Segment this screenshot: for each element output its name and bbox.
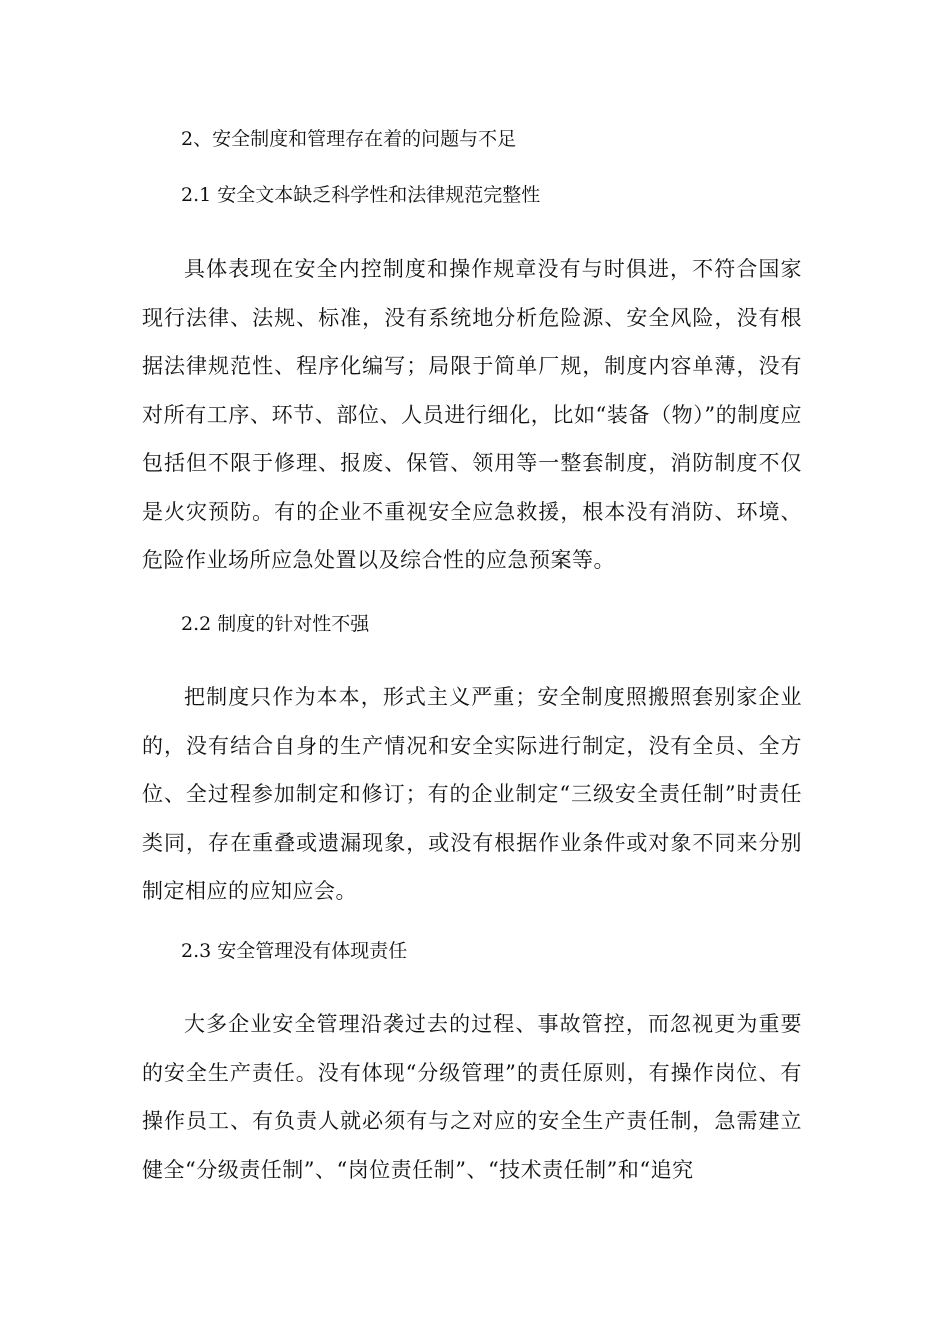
paragraph-2-3: 大多企业安全管理沿袭过去的过程、事故管控，而忽视更为重要的安全生产责任。没有体现“分级管理”的责任原则，有操作岗位、有操作员工、有负责人就必须有与之对应的安全生产责任制，急需建立健全“分级责任制”、“岗位责任制”、“技术责任制”和“追究 [142, 1012, 802, 1182]
subsection-heading-2-3: 2.3 安全管理没有体现责任 [181, 940, 408, 962]
paragraph-2-2: 把制度只作为本本，形式主义严重；安全制度照搬照套别家企业的，没有结合自身的生产情况和安全实际进行制定，没有全员、全方位、全过程参加制定和修订；有的企业制定“三级安全责任制”时责任类同，存在重叠或遗漏现象，或没有根据作业条件或对象不同来分别制定相应的应知应会。 [142, 685, 802, 903]
subsection-heading-2-1: 2.1 安全文本缺乏科学性和法律规范完整性 [181, 184, 541, 206]
subsection-heading-2-2: 2.2 制度的针对性不强 [181, 613, 370, 635]
section-heading: 2、安全制度和管理存在着的问题与不足 [181, 128, 517, 150]
paragraph-2-1: 具体表现在安全内控制度和操作规章没有与时俱进，不符合国家现行法律、法规、标准，没有系统地分析危险源、安全风险，没有根据法律规范性、程序化编写；局限于简单厂规，制度内容单薄，没有对所有工序、环节、部位、人员进行细化，比如“装备（物）”的制度应包括但不限于修理、报废、保管、领用等一整套制度，消防制度不仅是火灾预防。有的企业不重视安全应急救援，根本没有消防、环境、危险作业场所应急处置以及综合性的应急预案等。 [142, 257, 802, 572]
